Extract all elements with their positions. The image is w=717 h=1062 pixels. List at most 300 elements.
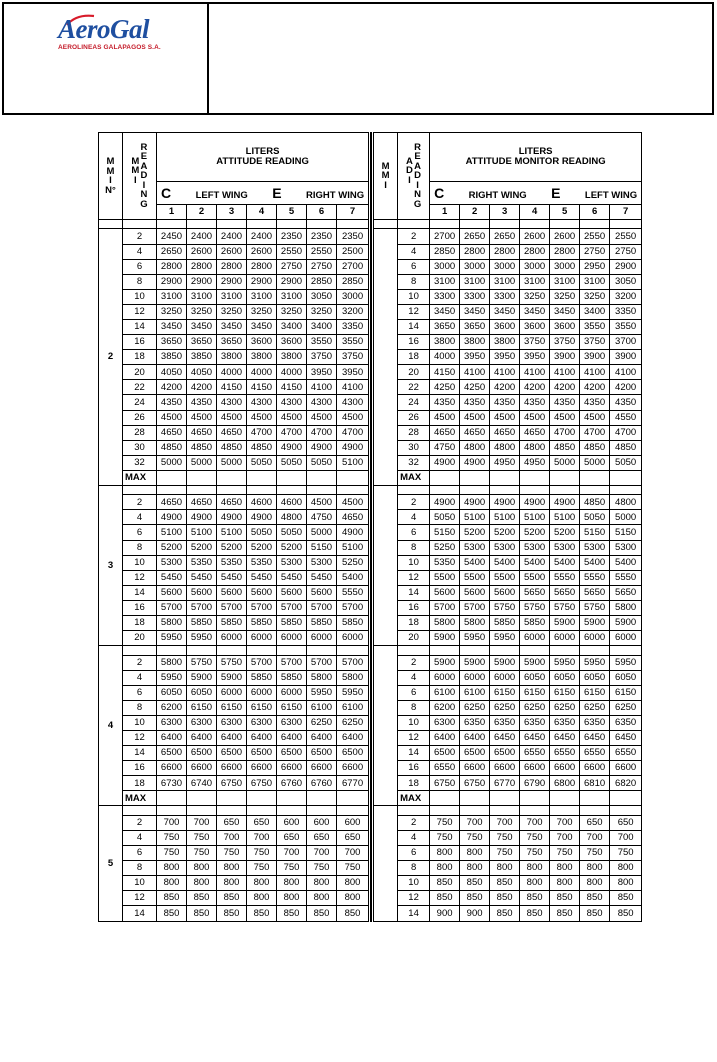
reading-value: 2	[123, 655, 157, 670]
liters-value: 3350	[337, 319, 369, 334]
reading-value: 28	[123, 425, 157, 440]
liters-value: 5300	[580, 540, 610, 555]
liters-value: 3000	[520, 259, 550, 274]
empty-cell	[610, 486, 642, 495]
column-number: 4	[520, 205, 550, 220]
liters-value: 750	[430, 830, 460, 845]
liters-value: 6820	[610, 776, 642, 791]
liters-value: 6250	[337, 715, 369, 730]
liters-value: 6000	[490, 670, 520, 685]
liters-value: 4150	[217, 380, 247, 395]
liters-value: 6350	[460, 715, 490, 730]
liters-value: 800	[337, 891, 369, 906]
table-row	[374, 335, 642, 350]
liters-value: 700	[550, 815, 580, 830]
liters-value: 5300	[490, 540, 520, 555]
liters-value: 5600	[430, 585, 460, 600]
table-row	[99, 495, 369, 510]
liters-value: 5550	[337, 585, 369, 600]
reading-value: 12	[398, 570, 430, 585]
mmi-cell	[374, 806, 398, 922]
table-row	[374, 761, 642, 776]
liters-value: 850	[277, 906, 307, 922]
table-row	[374, 229, 642, 244]
liters-value: 6150	[247, 700, 277, 715]
reading-value: 2	[123, 815, 157, 830]
table-row	[99, 319, 369, 334]
liters-value: 4900	[430, 455, 460, 470]
liters-value: 4250	[430, 380, 460, 395]
table-row	[374, 715, 642, 730]
liters-value: 3950	[490, 350, 520, 365]
reading-value: 12	[123, 730, 157, 745]
liters-value: 3250	[157, 304, 187, 319]
liters-value: 5300	[520, 540, 550, 555]
liters-value: 6350	[580, 715, 610, 730]
liters-value: 3950	[307, 365, 337, 380]
liters-value: 4900	[490, 495, 520, 510]
liters-value: 3400	[307, 319, 337, 334]
liters-value: 4650	[187, 495, 217, 510]
table-row	[99, 815, 369, 830]
liters-value: 5550	[610, 570, 642, 585]
liters-value: 4850	[157, 440, 187, 455]
liters-value: 5450	[277, 570, 307, 585]
table-row	[374, 655, 642, 670]
liters-value: 4700	[580, 425, 610, 440]
liters-value: 3100	[460, 274, 490, 289]
liters-value: 2850	[307, 274, 337, 289]
empty-cell	[247, 646, 277, 655]
liters-value: 3450	[430, 304, 460, 319]
liters-value: 4200	[550, 380, 580, 395]
liters-value: 3350	[610, 304, 642, 319]
liters-value: 4800	[460, 440, 490, 455]
logo-cell	[4, 4, 209, 113]
liters-value: 3750	[307, 350, 337, 365]
reading-value: 32	[123, 455, 157, 470]
table-row	[99, 259, 369, 274]
liters-value: 6750	[247, 776, 277, 791]
table-row	[374, 525, 642, 540]
liters-value: 6500	[277, 746, 307, 761]
max-label: MAX	[398, 791, 430, 806]
reading-value: 16	[398, 335, 430, 350]
reading-value: 12	[123, 304, 157, 319]
empty-cell	[460, 791, 490, 806]
liters-value: 4850	[247, 440, 277, 455]
table-row	[374, 380, 642, 395]
liters-value: 3950	[460, 350, 490, 365]
reading-value: 10	[123, 289, 157, 304]
liters-value: 650	[337, 830, 369, 845]
liters-value: 3550	[610, 319, 642, 334]
liters-value: 3800	[460, 335, 490, 350]
liters-value: 6400	[307, 730, 337, 745]
liters-value: 850	[430, 891, 460, 906]
liters-value: 5150	[307, 540, 337, 555]
liters-value: 5050	[247, 525, 277, 540]
liters-value: 5050	[430, 510, 460, 525]
liters-value: 750	[610, 845, 642, 860]
table-row	[374, 304, 642, 319]
reading-value: 10	[123, 876, 157, 891]
liters-value: 6050	[550, 670, 580, 685]
liters-value: 4800	[520, 440, 550, 455]
liters-value: 6050	[610, 670, 642, 685]
table-row	[99, 289, 369, 304]
liters-value: 4650	[157, 425, 187, 440]
liters-value: 6450	[610, 730, 642, 745]
liters-value: 850	[490, 876, 520, 891]
liters-value: 5750	[490, 600, 520, 615]
column-number: 2	[187, 205, 217, 220]
liters-value: 800	[490, 861, 520, 876]
liters-value: 6770	[490, 776, 520, 791]
liters-value: 6600	[217, 761, 247, 776]
liters-value: 850	[187, 891, 217, 906]
liters-value: 3800	[430, 335, 460, 350]
liters-value: 3250	[277, 304, 307, 319]
reading-value: 2	[123, 495, 157, 510]
mmi-header-text: M M I	[381, 160, 390, 191]
liters-value: 6000	[277, 631, 307, 646]
column-number: 3	[490, 205, 520, 220]
empty-cell	[430, 646, 460, 655]
liters-value: 650	[307, 830, 337, 845]
liters-value: 4650	[460, 425, 490, 440]
liters-value: 4900	[430, 495, 460, 510]
liters-value: 5750	[580, 600, 610, 615]
liters-value: 3800	[277, 350, 307, 365]
inner-mmi-text: A D I	[405, 155, 413, 186]
liters-value: 6050	[580, 670, 610, 685]
liters-value: 5000	[610, 510, 642, 525]
liters-value: 800	[610, 861, 642, 876]
liters-value: 6750	[430, 776, 460, 791]
liters-value: 3700	[610, 335, 642, 350]
reading-value: 6	[123, 525, 157, 540]
liters-value: 5850	[247, 616, 277, 631]
empty-cell	[277, 470, 307, 485]
liters-value: 5050	[247, 455, 277, 470]
liters-value: 5750	[217, 655, 247, 670]
table-row	[374, 815, 642, 830]
liters-value: 4800	[490, 440, 520, 455]
liters-value: 3100	[157, 289, 187, 304]
liters-value: 5250	[337, 555, 369, 570]
column-number: 7	[337, 205, 369, 220]
liters-value: 3900	[580, 350, 610, 365]
liters-value: 4650	[157, 495, 187, 510]
liters-value: 5850	[187, 616, 217, 631]
liters-value: 6300	[277, 715, 307, 730]
empty-cell	[307, 791, 337, 806]
empty-cell	[337, 470, 369, 485]
empty-cell	[187, 806, 217, 815]
liters-value: 3250	[217, 304, 247, 319]
liters-value: 5700	[337, 655, 369, 670]
table-row	[374, 685, 642, 700]
liters-value: 6250	[307, 715, 337, 730]
liters-value: 6050	[157, 685, 187, 700]
liters-value: 2900	[610, 259, 642, 274]
liters-value: 850	[247, 906, 277, 922]
reading-value: 4	[123, 244, 157, 259]
liters-value: 4350	[460, 395, 490, 410]
liters-value: 850	[157, 891, 187, 906]
liters-value: 4650	[187, 425, 217, 440]
liters-value: 5950	[460, 631, 490, 646]
empty-cell	[520, 646, 550, 655]
table-row	[99, 845, 369, 860]
liters-value: 850	[520, 891, 550, 906]
reading-value: 14	[123, 906, 157, 922]
liters-value: 3250	[520, 289, 550, 304]
liters-value: 750	[217, 845, 247, 860]
liters-value: 750	[247, 861, 277, 876]
liters-value: 700	[520, 815, 550, 830]
reading-value: 4	[123, 830, 157, 845]
liters-value: 5150	[580, 525, 610, 540]
reading-value: 14	[398, 746, 430, 761]
liters-value: 5100	[550, 510, 580, 525]
liters-value: 850	[337, 906, 369, 922]
liters-value: 800	[520, 876, 550, 891]
empty-cell	[610, 646, 642, 655]
empty-cell	[157, 220, 187, 229]
liters-value: 850	[580, 906, 610, 922]
liters-value: 3000	[337, 289, 369, 304]
empty-cell	[123, 486, 157, 495]
liters-value: 3950	[520, 350, 550, 365]
liters-value: 5000	[580, 455, 610, 470]
liters-value: 3100	[277, 289, 307, 304]
liters-value: 5050	[277, 455, 307, 470]
empty-cell	[430, 486, 460, 495]
liters-value: 900	[430, 906, 460, 922]
liters-value: 800	[580, 876, 610, 891]
empty-cell	[610, 806, 642, 815]
liters-value: 6250	[520, 700, 550, 715]
liters-value: 5100	[157, 525, 187, 540]
reading-value: 14	[123, 319, 157, 334]
liters-value: 6100	[430, 685, 460, 700]
table-row	[374, 861, 642, 876]
liters-value: 6450	[550, 730, 580, 745]
liters-value: 800	[610, 876, 642, 891]
liters-value: 5900	[580, 616, 610, 631]
liters-value: 6000	[217, 685, 247, 700]
liters-value: 6730	[157, 776, 187, 791]
reading-value: 26	[398, 410, 430, 425]
table-title: ATTITUDE MONITOR READING	[465, 155, 606, 167]
liters-value: 5700	[277, 655, 307, 670]
liters-value: 4900	[307, 440, 337, 455]
liters-value: 4500	[337, 410, 369, 425]
liters-value: 5300	[550, 540, 580, 555]
reading-value: 8	[123, 861, 157, 876]
liters-value: 3600	[490, 319, 520, 334]
liters-value: 5800	[307, 670, 337, 685]
attitude-monitor-reading-table	[373, 132, 642, 922]
liters-value: 5950	[550, 655, 580, 670]
liters-value: 700	[460, 815, 490, 830]
liters-value: 5900	[430, 631, 460, 646]
liters-value: 750	[490, 830, 520, 845]
liters-value: 5550	[580, 570, 610, 585]
liters-value: 2850	[337, 274, 369, 289]
table-row	[99, 685, 369, 700]
liters-value: 4650	[430, 425, 460, 440]
liters-value: 5200	[157, 540, 187, 555]
liters-value: 800	[187, 861, 217, 876]
empty-cell	[610, 791, 642, 806]
liters-value: 6100	[307, 700, 337, 715]
liters-value: 3100	[187, 289, 217, 304]
liters-value: 3800	[217, 350, 247, 365]
liters-value: 800	[307, 891, 337, 906]
liters-value: 750	[157, 845, 187, 860]
reading-value: 16	[398, 761, 430, 776]
empty-cell	[490, 791, 520, 806]
empty-cell	[217, 486, 247, 495]
liters-value: 4900	[337, 440, 369, 455]
liters-value: 6790	[520, 776, 550, 791]
table-row	[99, 395, 369, 410]
liters-value: 3800	[490, 335, 520, 350]
liters-value: 4000	[277, 365, 307, 380]
liters-value: 4300	[307, 395, 337, 410]
liters-value: 4500	[157, 410, 187, 425]
liters-value: 850	[217, 906, 247, 922]
liters-value: 5950	[157, 631, 187, 646]
liters-value: 850	[460, 876, 490, 891]
liters-value: 4500	[307, 495, 337, 510]
liters-value: 3100	[430, 274, 460, 289]
reading-value: 10	[398, 715, 430, 730]
reading-value: 30	[398, 440, 430, 455]
reading-header	[398, 133, 430, 220]
liters-value: 3750	[550, 335, 580, 350]
liters-value: 5100	[490, 510, 520, 525]
empty-cell	[277, 486, 307, 495]
empty-cell	[277, 806, 307, 815]
reading-value: 16	[123, 600, 157, 615]
reading-value: 4	[123, 510, 157, 525]
empty-cell	[520, 806, 550, 815]
liters-value: 4800	[277, 510, 307, 525]
liters-value: 4850	[610, 440, 642, 455]
liters-value: 6450	[580, 730, 610, 745]
reading-value: 18	[398, 616, 430, 631]
table-row	[374, 289, 642, 304]
liters-value: 6500	[187, 746, 217, 761]
reading-value: 12	[398, 891, 430, 906]
reading-value: 8	[398, 540, 430, 555]
mmi-cell	[99, 229, 123, 486]
reading-value: 18	[398, 350, 430, 365]
liters-value: 4800	[610, 495, 642, 510]
table-row	[374, 244, 642, 259]
liters-value: 700	[217, 830, 247, 845]
table-row	[99, 570, 369, 585]
reading-value: 6	[398, 525, 430, 540]
liters-value: 4350	[610, 395, 642, 410]
liters-value: 5700	[247, 655, 277, 670]
liters-value: 4600	[247, 495, 277, 510]
liters-value: 5700	[277, 600, 307, 615]
empty-cell	[580, 806, 610, 815]
empty-cell	[550, 806, 580, 815]
liters-value: 5300	[157, 555, 187, 570]
liters-value: 6550	[520, 746, 550, 761]
mmi-value: 3	[107, 559, 114, 571]
liters-value: 5850	[247, 670, 277, 685]
liters-value: 5350	[217, 555, 247, 570]
liters-value: 4550	[610, 410, 642, 425]
liters-value: 5400	[520, 555, 550, 570]
empty-cell	[520, 470, 550, 485]
liters-value: 3450	[520, 304, 550, 319]
liters-value: 4650	[337, 510, 369, 525]
liters-value: 5200	[460, 525, 490, 540]
liters-value: 6000	[610, 631, 642, 646]
mmi-cell	[99, 486, 123, 646]
liters-value: 600	[337, 815, 369, 830]
liters-value: 6550	[610, 746, 642, 761]
liters-value: 6500	[157, 746, 187, 761]
liters-value: 2750	[580, 244, 610, 259]
liters-value: 4100	[460, 365, 490, 380]
liters-value: 4500	[187, 410, 217, 425]
header-blank-cell	[209, 4, 712, 113]
liters-value: 3650	[430, 319, 460, 334]
liters-value: 5750	[187, 655, 217, 670]
table-row	[99, 365, 369, 380]
table-row	[99, 730, 369, 745]
liters-value: 4100	[490, 365, 520, 380]
liters-value: 700	[247, 830, 277, 845]
liters-value: 5450	[157, 570, 187, 585]
column-number: 3	[217, 205, 247, 220]
liters-value: 2400	[247, 229, 277, 244]
liters-value: 2800	[217, 259, 247, 274]
liters-value: 6150	[580, 685, 610, 700]
mmi-header-text: M M I N°	[105, 156, 116, 196]
liters-value: 800	[247, 891, 277, 906]
liters-value: 6550	[550, 746, 580, 761]
liters-value: 6000	[580, 631, 610, 646]
liters-value: 4900	[217, 510, 247, 525]
liters-value: 750	[460, 830, 490, 845]
liters-value: 800	[430, 845, 460, 860]
liters-value: 6800	[550, 776, 580, 791]
liters-value: 3450	[550, 304, 580, 319]
empty-cell	[157, 806, 187, 815]
liters-value: 850	[430, 876, 460, 891]
liters-value: 5050	[307, 455, 337, 470]
column-number: 5	[550, 205, 580, 220]
table-row	[99, 600, 369, 615]
liters-value: 5850	[337, 616, 369, 631]
table-row	[99, 335, 369, 350]
table-row	[99, 746, 369, 761]
liters-value: 2750	[277, 259, 307, 274]
liters-value: 4850	[550, 440, 580, 455]
liters-value: 3600	[277, 335, 307, 350]
liters-value: 6050	[187, 685, 217, 700]
